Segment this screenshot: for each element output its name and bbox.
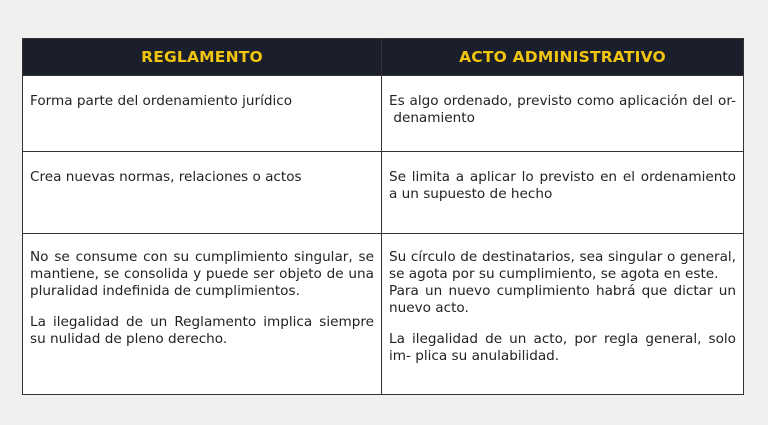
table-cell-acto	[382, 76, 744, 152]
table-cell-reglamento	[23, 76, 382, 152]
header-reglamento: REGLAMENTO	[23, 39, 382, 76]
table-cell-reglamento	[23, 152, 382, 234]
cell-text: Su círculo de destinatarios, sea singular o general, se agota por su cumplimiento, se agota en este.	[389, 249, 736, 282]
header-row	[23, 39, 744, 76]
table-cell-acto	[382, 152, 744, 234]
table-row	[23, 234, 744, 395]
cell-text: La ilegalidad de un acto, por regla general, solo im- plica su anulabilidad.	[389, 331, 736, 364]
cell-text: La ilegalidad de un Reglamento implica siempre su nulidad de pleno derecho.	[30, 314, 374, 347]
cell-text: Es algo ordenado, previsto como aplicación del or- denamiento	[389, 93, 736, 126]
cell-text: No se consume con su cumplimiento singular, se mantiene, se consolida y puede ser objeto de una pluralidad indefinida de cumplimientos.	[30, 249, 374, 299]
table-row	[23, 152, 744, 234]
cell-text: Para un nuevo cumplimiento habrá que dictar un nuevo acto.	[389, 283, 736, 316]
table-cell-reglamento	[23, 234, 382, 395]
cell-text: Crea nuevas normas, relaciones o actos	[30, 169, 302, 185]
cell-text: Forma parte del ordenamiento jurídico	[30, 93, 293, 109]
comparison-table	[22, 38, 744, 395]
table-cell-acto	[382, 234, 744, 395]
cell-text: Se limita a aplicar lo previsto en el ordenamiento a un supuesto de hecho	[389, 169, 736, 202]
table-row	[23, 76, 744, 152]
header-acto-administrativo: ACTO ADMINISTRATIVO	[382, 39, 744, 76]
